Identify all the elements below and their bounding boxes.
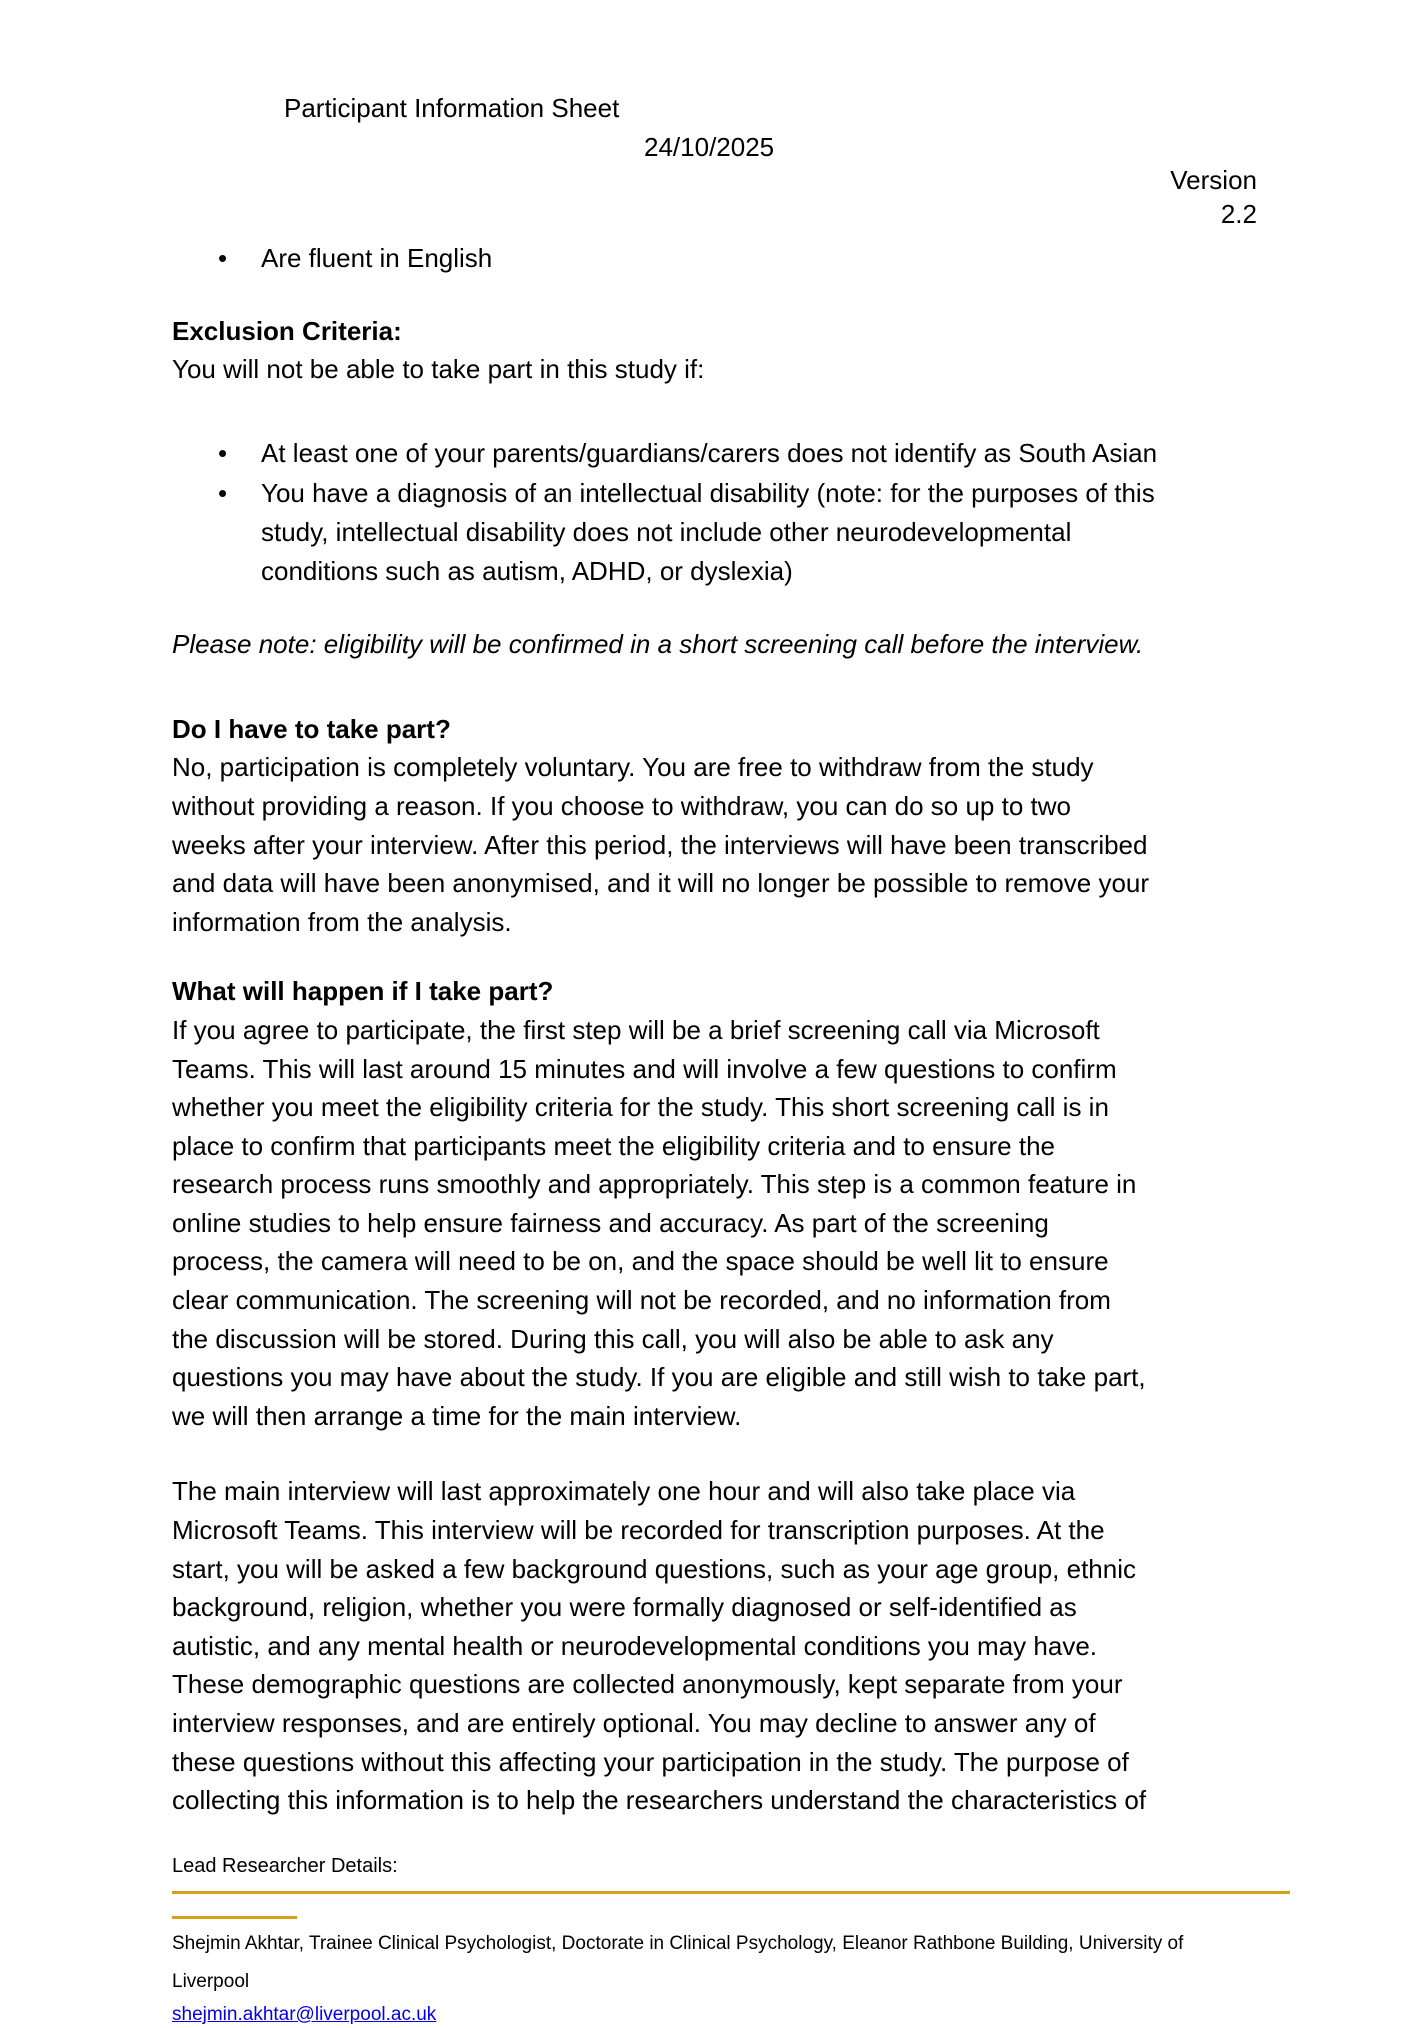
exclusion-list-item [172, 434, 1290, 473]
document-date: 24/10/2025 [644, 132, 775, 162]
section-paragraph: If you agree to participate, the first step will be a brief screening call via Microsoft Teams. This will last around 15 minutes and will involve a few questions to confirm whether you meet the eligibility criteria for the study. This short screening call is in place to confirm that participants meet the eligibility criteria and to ensure the research process runs smoothly and appropriately. This step is a common feature in online studies to help ensure fairness and accuracy. As part of the screening process, the camera will need to be on, and the space should be well lit to ensure clear communication. The screening will not be recorded, and no information from the discussion will be stored. During this call, you will also be able to ask any questions you may have about the study. If you are eligible and still wish to take part, we will then arrange a time for the main interview. [172, 1014, 1146, 1431]
exclusion-list-item-text: You have a diagnosis of an intellectual disability (note: for the purposes of this study, intellectual disability does not include other neurodevelopmental conditions such as autism, ADHD, or dyslexia) [261, 478, 1155, 586]
bullet-icon: • [218, 437, 228, 468]
researcher-details-text: Shejmin Akhtar, Trainee Clinical Psychologist, Doctorate in Clinical Psychology, Eleanor Rathbone Building, University of Liverpool [172, 1932, 1184, 1993]
exclusion-intro: You will not be able to take part in this study if: [172, 354, 705, 385]
document-title: Participant Information Sheet [284, 93, 620, 123]
bullet-icon: • [218, 478, 228, 509]
version-number: 2.2 [1220, 199, 1257, 229]
section-paragraph: No, participation is completely voluntary. You are free to withdraw from the study without providing a reason. If you choose to withdraw, you can do so up to two weeks after your interview. After this period, the interviews will have been transcribed and data will have been anonymised, and it will no longer be possible to remove your information from the analysis. [172, 752, 1150, 937]
section-do-i-have-to-take-part [172, 710, 1290, 942]
section-main-interview [172, 1472, 1290, 1819]
eligibility-note: Please note: eligibility will be confirmed in a short screening call before the interview. [172, 629, 1144, 660]
exclusion-list-item [172, 474, 1290, 590]
exclusion-list [172, 434, 1290, 590]
inclusion-list-item-text: Are fluent in English [261, 243, 493, 273]
lead-researcher-label: Lead Researcher Details: [172, 1854, 398, 1877]
version-block [172, 163, 1257, 231]
inclusion-list-item [172, 239, 1290, 278]
exclusion-list-item-text: At least one of your parents/guardians/carers does not identify as South Asian [261, 437, 1158, 468]
section-what-will-happen [172, 972, 1290, 1435]
section-heading: What will happen if I take part? [172, 976, 554, 1007]
section-paragraph: The main interview will last approximately one hour and will also take place via Microsoft Teams. This interview will be recorded for transcription purposes. At the start, you will be asked a few background questions, such as your age group, ethnic background, religion, whether you were formally diagnosed or self-identified as autistic, and any mental health or neurodevelopmental conditions you may have. These demographic questions are collected anonymously, kept separate from your interview responses, and are entirely optional. You may decline to answer any of these questions without this affecting your participation in the study. The purpose of collecting this information is to help the researchers understand the characteristics of [172, 1476, 1147, 1816]
exclusion-criteria-heading: Exclusion Criteria: [172, 315, 402, 346]
version-label: Version [1170, 165, 1257, 195]
researcher-details [172, 1925, 1290, 2027]
bullet-icon: • [218, 243, 228, 273]
footer-rule [172, 1891, 1290, 1894]
email-link[interactable]: shejmin.akhtar@liverpool.ac.uk [172, 2003, 437, 2025]
section-heading: Do I have to take part? [172, 713, 451, 744]
footnote-separator [172, 1916, 297, 1919]
